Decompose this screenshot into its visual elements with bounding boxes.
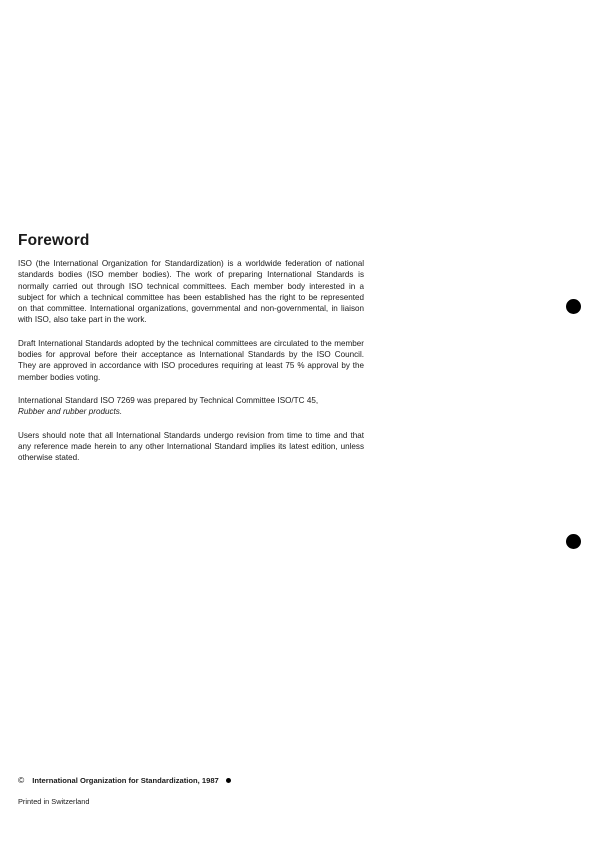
committee-title: Rubber and rubber products. xyxy=(18,407,123,417)
copyright-text: International Organization for Standardization, 1987 xyxy=(32,775,219,785)
copyright-line xyxy=(18,775,231,785)
bullet-dot-icon xyxy=(226,778,231,783)
punch-hole-mark-bottom xyxy=(566,534,581,549)
foreword-title: Foreword xyxy=(18,232,90,249)
printed-location: Printed in Switzerland xyxy=(18,797,90,806)
foreword-section xyxy=(18,232,364,475)
foreword-paragraph-3 xyxy=(18,395,364,418)
copyright-icon: © xyxy=(18,775,25,785)
foreword-paragraph-2: Draft International Standards adopted by the technical committees are circulated to the member bodies for approval before their acceptance as International Standards by the ISO Council. They are approved in accordance with ISO procedures requiring at least 75 % approval by the member bodies voting. xyxy=(18,338,364,382)
foreword-paragraph-4: Users should note that all International Standards undergo revision from time to time and that any reference made herein to any other International Standard implies its latest edition, unless otherwise stated. xyxy=(18,430,364,463)
foreword-paragraph-1: ISO (the International Organization for Standardization) is a worldwide federation of national standards bodies (ISO member bodies). The work of preparing International Standards is normally carried out through ISO technical committees. Each member body interested in a subject for which a technical committee has been established has the right to be represented on that committee. International organizations, governmental and non-governmental, in liaison with ISO, also take part in the work. xyxy=(18,259,364,325)
punch-hole-mark-top xyxy=(566,299,581,314)
paragraph-3-text: International Standard ISO 7269 was prepared by Technical Committee ISO/TC 45, xyxy=(18,395,319,405)
